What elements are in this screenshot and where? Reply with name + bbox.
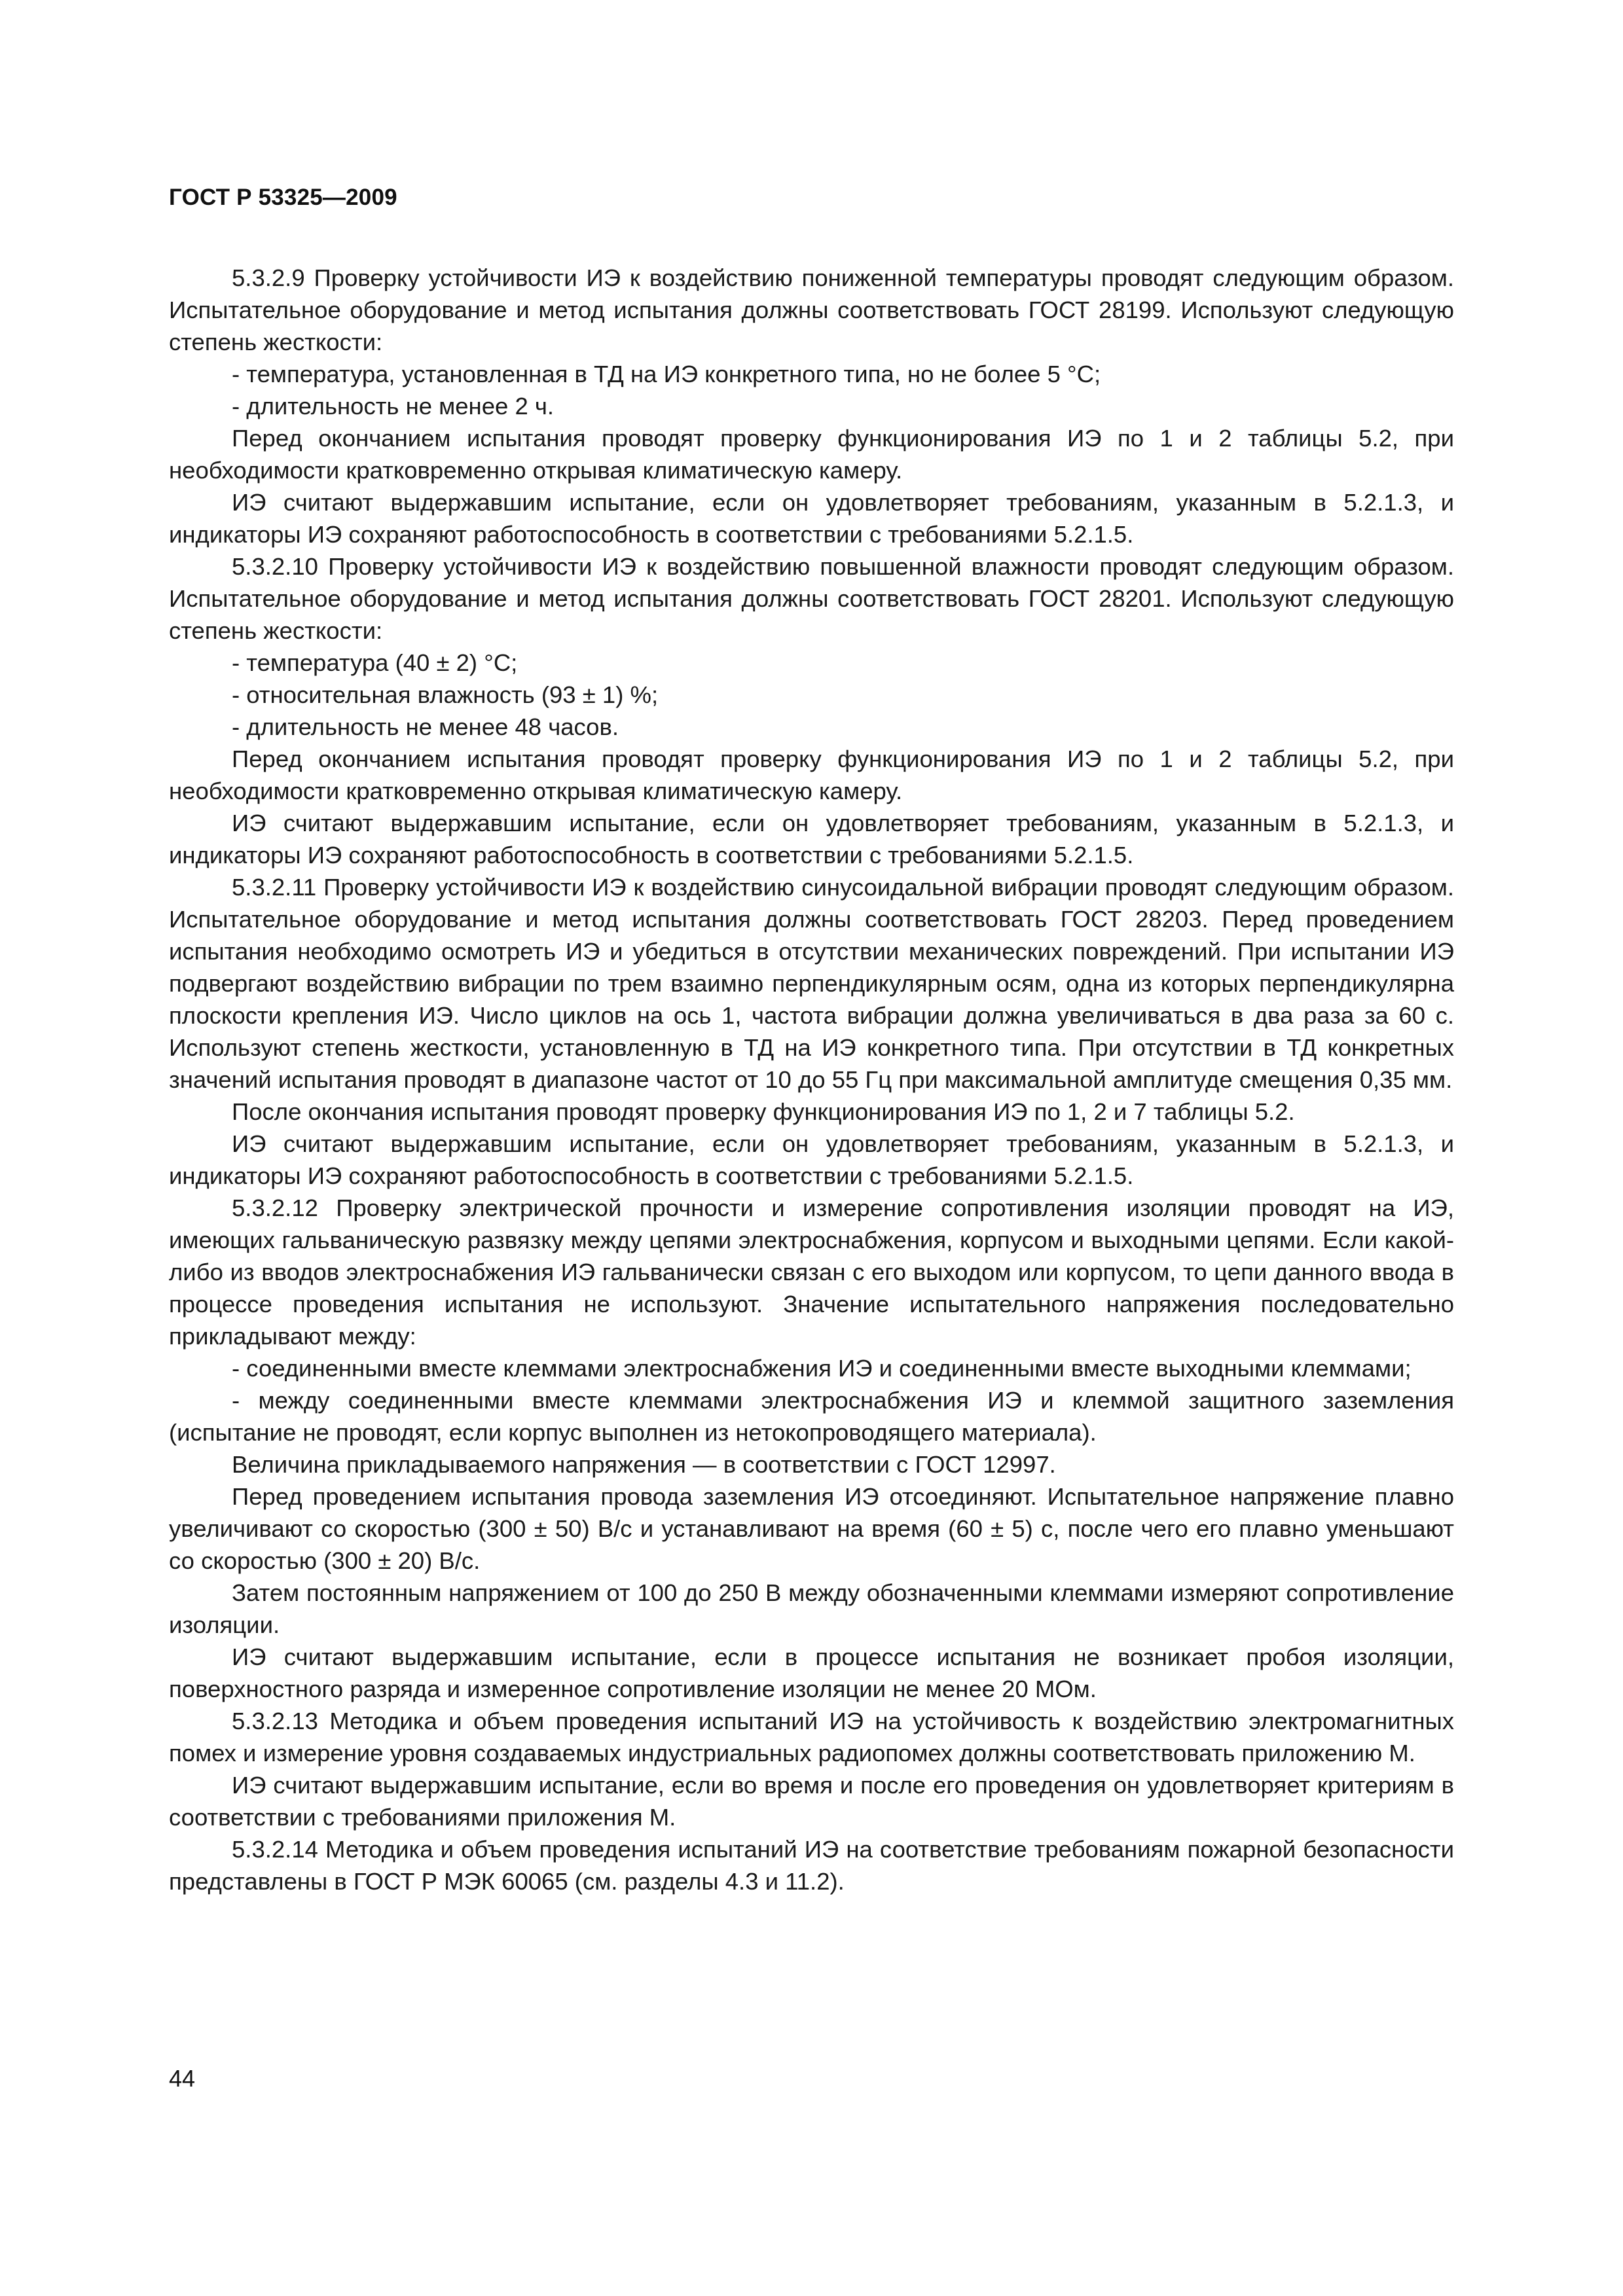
paragraph-5-3-2-9: 5.3.2.9 Проверку устойчивости ИЭ к воздействию пониженной температуры проводят следующим образом. Испытательное оборудование и метод испытания должны соответствовать ГОСТ 28199. Используют следующую степень жесткости: [169,264,1454,355]
page-number: 44 [169,2065,196,2092]
document-header: ГОСТ Р 53325—2009 [169,185,397,210]
paragraph: ИЭ считают выдержавшим испытание, если он удовлетворяет требованиям, указанным в 5.2.1.3, и индикаторы ИЭ сохраняют работоспособность в соответствии с требованиями 5.2.1.5. [169,1130,1454,1189]
paragraph: ИЭ считают выдержавшим испытание, если он удовлетворяет требованиям, указанным в 5.2.1.3, и индикаторы ИЭ сохраняют работоспособность в соответствии с требованиями 5.2.1.5. [169,810,1454,869]
paragraph: Перед окончанием испытания проводят проверку функционирования ИЭ по 1 и 2 таблицы 5.2, при необходимости кратковременно открывая климатическую камеру. [169,425,1454,484]
list-item: - соединенными вместе клеммами электроснабжения ИЭ и соединенными вместе выходными клеммами; [232,1355,1412,1382]
document-body [169,262,1454,1897]
list-item: - длительность не менее 48 часов. [232,713,619,740]
paragraph-5-3-2-14: 5.3.2.14 Методика и объем проведения испытаний ИЭ на соответствие требованиям пожарной безопасности представлены в ГОСТ Р МЭК 60065 (см. разделы 4.3 и 11.2). [169,1836,1454,1895]
paragraph-5-3-2-10: 5.3.2.10 Проверку устойчивости ИЭ к воздействию повышенной влажности проводят следующим образом. Испытательное оборудование и метод испытания должны соответствовать ГОСТ 28201. Используют следующую степень жесткости: [169,553,1454,644]
list-item: - относительная влажность (93 ± 1) %; [232,681,659,708]
paragraph: Перед проведением испытания провода заземления ИЭ отсоединяют. Испытательное напряжение плавно увеличивают со скоростью (300 ± 50) В/с и устанавливают на время (60 ± 5) с, после чего его плавно уменьшают со скоростью (300 ± 20) В/с. [169,1483,1454,1574]
paragraph-5-3-2-11: 5.3.2.11 Проверку устойчивости ИЭ к воздействию синусоидальной вибрации проводят следующим образом. Испытательное оборудование и метод испытания должны соответствовать ГОСТ 28203. Перед проведением испытания необходимо осмотреть ИЭ и убедиться в отсутствии механических повреждений. При испытании ИЭ подвергают воздействию вибрации по трем взаимно перпендикулярным осям, одна из которых перпендикулярна плоскости крепления ИЭ. Число циклов на ось 1, частота вибрации должна увеличиваться в два раза за 60 с. Используют степень жесткости, установленную в ТД на ИЭ конкретного типа. При отсутствии в ТД конкретных значений испытания проводят в диапазоне частот от 10 до 55 Гц при максимальной амплитуде смещения 0,35 мм. [169,874,1454,1093]
list-item: - температура, установленная в ТД на ИЭ конкретного типа, но не более 5 °С; [232,361,1101,387]
paragraph: После окончания испытания проводят проверку функционирования ИЭ по 1, 2 и 7 таблицы 5.2. [232,1098,1295,1125]
list-item: - между соединенными вместе клеммами электроснабжения ИЭ и клеммой защитного заземления (испытание не проводят, если корпус выполнен из нетокопроводящего материала). [169,1387,1454,1446]
paragraph-5-3-2-13: 5.3.2.13 Методика и объем проведения испытаний ИЭ на устойчивость к воздействию электромагнитных помех и измерение уровня создаваемых индустриальных радиопомех должны соответствовать приложению М. [169,1708,1454,1767]
paragraph: Величина прикладываемого напряжения — в соответствии с ГОСТ 12997. [232,1451,1056,1478]
paragraph: ИЭ считают выдержавшим испытание, если он удовлетворяет требованиям, указанным в 5.2.1.3, и индикаторы ИЭ сохраняют работоспособность в соответствии с требованиями 5.2.1.5. [169,489,1454,548]
list-item: - длительность не менее 2 ч. [232,393,555,420]
paragraph: ИЭ считают выдержавшим испытание, если во время и после его проведения он удовлетворяет критериям в соответствии с требованиями приложения М. [169,1772,1454,1831]
paragraph: ИЭ считают выдержавшим испытание, если в процессе испытания не возникает пробоя изоляции, поверхностного разряда и измеренное сопротивление изоляции не менее 20 МОм. [169,1643,1454,1702]
paragraph: Перед окончанием испытания проводят проверку функционирования ИЭ по 1 и 2 таблицы 5.2, при необходимости кратковременно открывая климатическую камеру. [169,745,1454,804]
paragraph: Затем постоянным напряжением от 100 до 250 В между обозначенными клеммами измеряют сопротивление изоляции. [169,1579,1454,1638]
list-item: - температура (40 ± 2) °С; [232,649,518,676]
paragraph-5-3-2-12: 5.3.2.12 Проверку электрической прочности и измерение сопротивления изоляции проводят на ИЭ, имеющих гальваническую развязку между цепями электроснабжения, корпусом и выходными цепями. Если какой-либо из вводов электроснабжения ИЭ гальванически связан с его выходом или корпусом, то цепи данного ввода в процессе проведения испытания не используют. Значение испытательного напряжения последовательно прикладывают между: [169,1194,1454,1350]
